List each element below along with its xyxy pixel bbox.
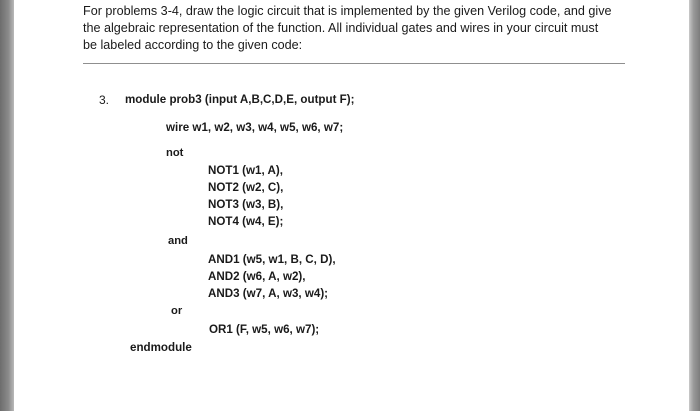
endmodule-line: endmodule (130, 341, 192, 354)
not-keyword: not (166, 147, 184, 159)
scan-left-edge (0, 0, 14, 411)
and-gate-3: AND3 (w7, A, w3, w4); (208, 287, 329, 300)
and-keyword: and (168, 235, 188, 247)
instructions-line-1: For problems 3-4, draw the logic circuit that is implemented by the given Verilog code, and give (83, 4, 612, 18)
not-gate-1: NOT1 (w1, A), (208, 164, 283, 177)
or-keyword: or (171, 305, 183, 317)
module-declaration: module prob3 (input A,B,C,D,E, output F); (125, 93, 355, 106)
or-gate-1: OR1 (F, w5, w6, w7); (209, 323, 320, 336)
document-page (14, 0, 689, 411)
instructions-line-2: the algebraic representation of the function. All individual gates and wires in your circuit must (83, 21, 599, 35)
problem-instructions (83, 3, 643, 54)
not-gate-2: NOT2 (w2, C), (208, 181, 284, 194)
wire-declaration: wire w1, w2, w3, w4, w5, w6, w7; (166, 121, 344, 134)
divider-line (83, 63, 625, 64)
not-gate-4: NOT4 (w4, E); (208, 215, 284, 228)
problem-number: 3. (99, 93, 110, 107)
and-gate-1: AND1 (w5, w1, B, C, D), (208, 253, 336, 266)
instructions-line-3: be labeled according to the given code: (83, 38, 303, 52)
and-gate-2: AND2 (w6, A, w2), (208, 270, 306, 283)
scan-right-edge (689, 0, 700, 411)
not-gate-3: NOT3 (w3, B), (208, 198, 284, 211)
